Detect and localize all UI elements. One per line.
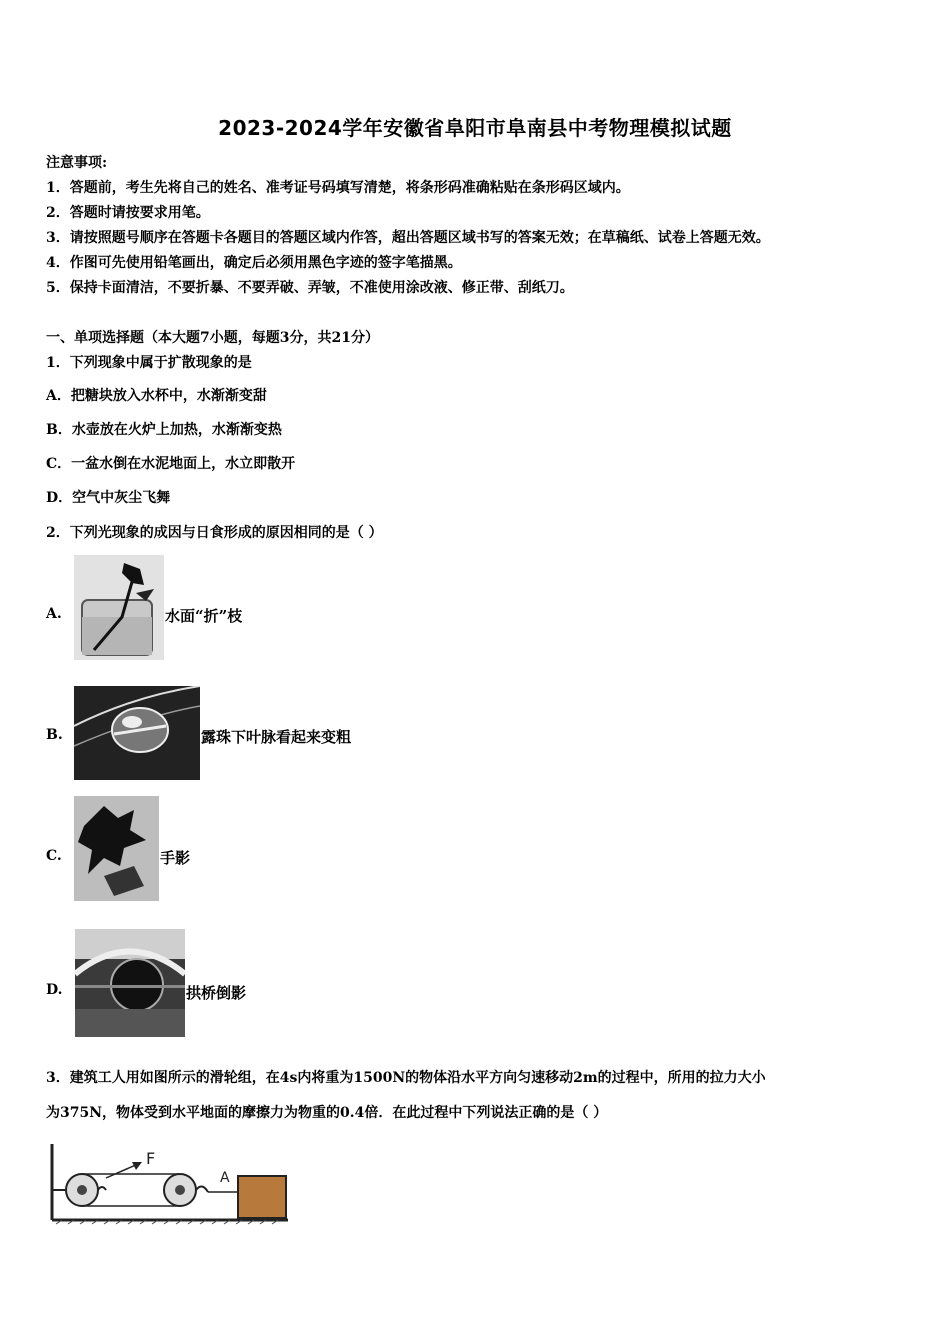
q1-stem: 1．下列现象中属于扩散现象的是	[46, 355, 252, 371]
q3-stem-line1: 3．建筑工人用如图所示的滑轮组，在4s内将重为1500N的物体沿水平方向匀速移动2m的过程中，所用的拉力大小	[46, 1070, 766, 1086]
q2-option-c-caption: 手影	[160, 849, 191, 867]
hand-shadow-image	[74, 796, 159, 901]
q1-option-c: C．一盆水倒在水泥地面上，水立即散开	[46, 456, 296, 472]
q2-option-b-letter: B.	[46, 727, 63, 743]
pulley-system-figure	[48, 1140, 288, 1228]
dewdrop-on-leaf-image	[74, 686, 200, 780]
q2-option-d-letter: D.	[46, 982, 63, 998]
q2-option-c-letter: C.	[46, 848, 62, 864]
q2-option-b-caption: 露珠下叶脉看起来变粗	[201, 728, 352, 746]
q2-option-d-caption: 拱桥倒影	[186, 984, 247, 1002]
section-heading: 一、单项选择题（本大题7小题，每题3分，共21分）	[46, 330, 379, 346]
bent-branch-in-water-image	[74, 555, 164, 660]
notice-item-4: 4．作图可先使用铅笔画出，确定后必须用黑色字迹的签字笔描黑。	[46, 255, 462, 271]
page-title: 2023-2024学年安徽省阜阳市阜南县中考物理模拟试题	[218, 116, 732, 140]
notice-item-3: 3．请按照题号顺序在答题卡各题目的答题区域内作答，超出答题区域书写的答案无效；在草稿纸、试卷上答题无效。	[46, 230, 770, 246]
q2-option-a-caption: 水面“折”枝	[165, 607, 243, 625]
notice-heading: 注意事项:	[46, 155, 108, 171]
q2-stem: 2．下列光现象的成因与日食形成的原因相同的是（ ）	[46, 525, 383, 541]
q1-option-a: A．把糖块放入水杯中，水渐渐变甜	[46, 388, 267, 404]
notice-item-5: 5．保持卡面清洁，不要折暴、不要弄破、弄皱，不准使用涂改液、修正带、刮纸刀。	[46, 280, 574, 296]
force-label: F	[146, 1149, 156, 1168]
arch-bridge-reflection-image	[75, 929, 185, 1037]
notice-item-1: 1．答题前，考生先将自己的姓名、准考证号码填写清楚，将条形码准确粘贴在条形码区域内。	[46, 180, 630, 196]
point-a-label: A	[220, 1170, 230, 1186]
q3-stem-line2: 为375N，物体受到水平地面的摩擦力为物重的0.4倍．在此过程中下列说法正确的是（ ）	[46, 1105, 608, 1121]
q1-option-d: D．空气中灰尘飞舞	[46, 490, 171, 506]
q1-option-b: B．水壶放在火炉上加热，水渐渐变热	[46, 422, 282, 438]
notice-item-2: 2．答题时请按要求用笔。	[46, 205, 210, 221]
q2-option-a-letter: A.	[46, 606, 62, 622]
